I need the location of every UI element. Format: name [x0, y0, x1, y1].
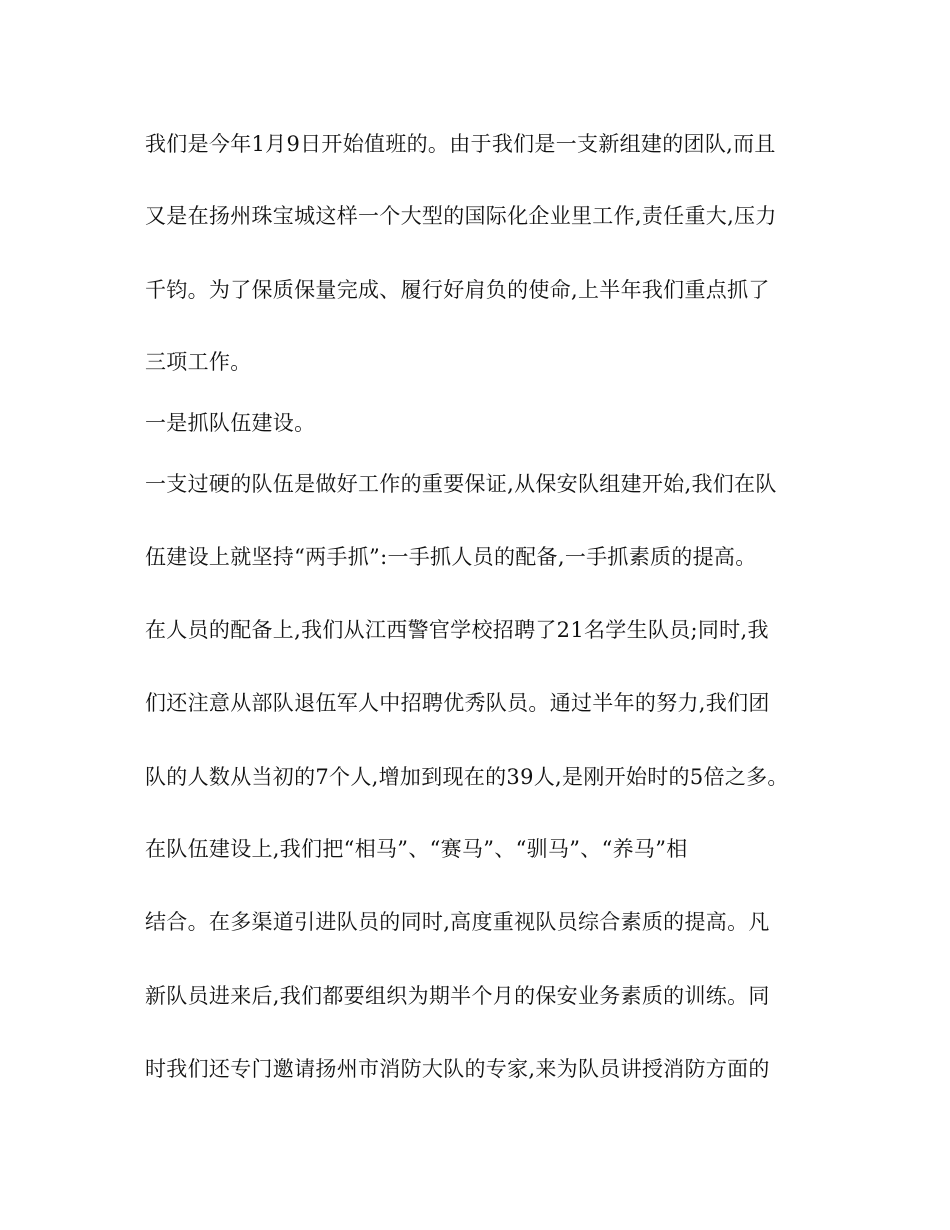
text-line: 伍建设上就坚持“两手抓”:一手抓人员的配备,一手抓素质的提高。 — [145, 545, 757, 569]
text-line: 时我们还专门邀请扬州市消防大队的专家,来为队员讲授消防方面的 — [145, 1057, 770, 1081]
text-line: 我们是今年1月9日开始值班的。由于我们是一支新组建的团队,而且 — [145, 132, 776, 156]
section-heading: 一是抓队伍建设。 — [145, 411, 316, 435]
text-line: 在人员的配备上,我们从江西警官学校招聘了21名学生队员;同时,我 — [145, 618, 769, 642]
text-line: 又是在扬州珠宝城这样一个大型的国际化企业里工作,责任重大,压力 — [145, 204, 777, 228]
text-line: 队的人数从当初的7个人,增加到现在的39人,是刚开始时的5倍之多。 — [145, 765, 789, 789]
text-line: 千钧。为了保质保量完成、履行好肩负的使命,上半年我们重点抓了 — [145, 278, 770, 302]
text-line: 们还注意从部队退伍军人中招聘优秀队员。通过半年的努力,我们团 — [145, 691, 770, 715]
text-line: 结合。在多渠道引进队员的同时,高度重视队员综合素质的提高。凡 — [145, 910, 770, 934]
text-line: 三项工作。 — [145, 350, 252, 374]
text-line: 一支过硬的队伍是做好工作的重要保证,从保安队组建开始,我们在队 — [145, 472, 777, 496]
text-line: 在队伍建设上,我们把“相马”、“赛马”、“驯马”、“养马”相 — [145, 837, 688, 861]
text-line: 新队员进来后,我们都要组织为期半个月的保安业务素质的训练。同 — [145, 984, 770, 1008]
